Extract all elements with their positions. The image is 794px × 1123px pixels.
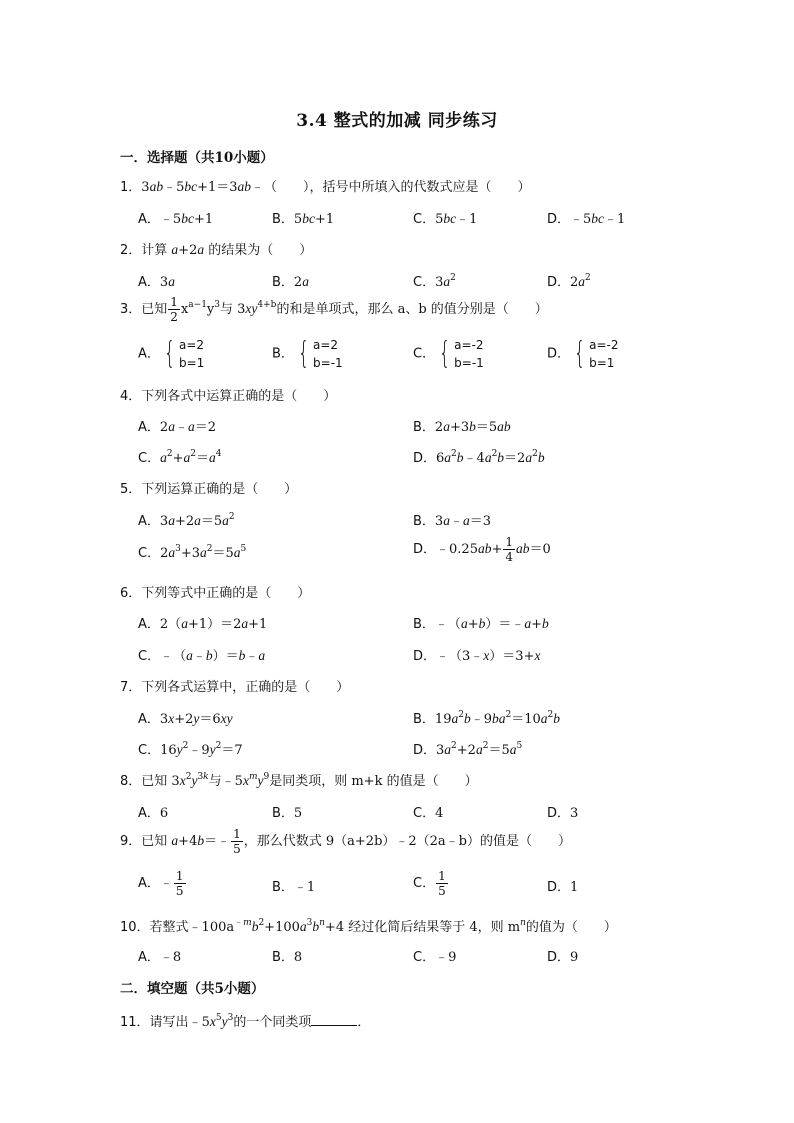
question-10: 10．若整式$﹣100a^{﹣m}b^2+100a^3b^n+4$ 经过化简后结果等于 4，则 $m^n$的值为（ ） (120, 918, 617, 935)
question-4: 4．下列各式中运算正确的是（ ） (120, 389, 337, 404)
q8-option-a[interactable]: A．6 (138, 806, 169, 821)
q10-option-a[interactable]: A．﹣8 (138, 950, 182, 965)
q9-option-d[interactable]: D．1 (547, 880, 579, 895)
question-11: 11．请写出$﹣5x^5y^3$的一个同类项 ． (120, 1013, 371, 1030)
question-5: 5．下列运算正确的是（ ） (120, 482, 298, 497)
q8-option-d[interactable]: D．3 (547, 806, 579, 821)
q9-option-a[interactable]: A．﹣ $\frac{1}{5}$ (138, 869, 184, 898)
q5-option-b[interactable]: B．3a﹣a＝3 (413, 513, 491, 529)
q2-option-b[interactable]: B．2a (272, 274, 309, 290)
question-1: 1．3ab﹣5bc+1＝3ab﹣（ ），括号中所填入的代数式应是（ ） (120, 179, 531, 195)
q5-option-d[interactable]: D．﹣0.25ab+ $\frac{1}{4}$ ab＝0 (413, 535, 551, 564)
q3-option-c[interactable]: C． { a=-2 b=-1 (413, 336, 484, 371)
question-2: 2．计算 a+2a 的结果为（ ） (120, 242, 313, 258)
q2-option-a[interactable]: A．3a (138, 274, 175, 290)
q7-option-d[interactable]: D．$3a^2+2a^2=5a^5$ (413, 741, 523, 758)
page-title: 3.4 整式的加减 同步练习 (296, 111, 498, 131)
q10-option-d[interactable]: D．9 (547, 950, 579, 965)
q8-option-b[interactable]: B．5 (272, 806, 303, 821)
section-title-fill-blank: 二．填空题（共5小题） (120, 981, 265, 997)
q10-option-b[interactable]: B．8 (272, 950, 303, 965)
question-8: 8．已知 $3x^2y^{3k}$与$﹣5x^my^9$是同类项，则 m+k 的值是（ ） (120, 772, 478, 789)
q9-option-b[interactable]: B．﹣1 (272, 880, 316, 895)
q7-option-c[interactable]: C．$16y^2﹣9y^2=7$ (138, 741, 243, 758)
q7-option-b[interactable]: B．$19a^2b﹣9ba^2=10a^2b$ (413, 710, 560, 727)
q6-option-d[interactable]: D．﹣（3﹣x）＝3+x (413, 648, 541, 664)
q3-option-a[interactable]: A． { a=2 b=1 (138, 336, 205, 371)
q5-option-c[interactable]: C．$2a^3+3a^2=5a^5$ (138, 544, 247, 561)
q4-option-b[interactable]: B．2a+3b＝5ab (413, 419, 511, 435)
question-text: ，括号中所填入的代数式应是（ ） (309, 180, 531, 195)
q5-option-a[interactable]: A．$3a+2a=5a^2$ (138, 512, 235, 529)
q4-option-c[interactable]: C．$a^2+a^2=a^4$ (138, 449, 222, 466)
q2-option-d[interactable]: D．$2a^2$ (547, 273, 591, 290)
q1-option-a[interactable]: A．﹣5bc+1 (138, 211, 214, 227)
q10-option-c[interactable]: C．﹣9 (413, 950, 457, 965)
q6-option-a[interactable]: A．2（a+1）＝2a+1 (138, 616, 268, 632)
answer-blank[interactable] (311, 1013, 357, 1026)
q8-option-c[interactable]: C．4 (413, 806, 444, 821)
q9-option-c[interactable]: C． $\frac{1}{5}$ (413, 869, 446, 898)
q6-option-c[interactable]: C．﹣（a﹣b）＝b﹣a (138, 648, 266, 664)
q7-option-a[interactable]: A．3x+2y＝6xy (138, 711, 233, 727)
q2-option-c[interactable]: C．$3a^2$ (413, 273, 456, 290)
q3-option-b[interactable]: B． { a=2 b=-1 (272, 336, 343, 371)
q1-option-c[interactable]: C．5bc﹣1 (413, 211, 478, 227)
question-3: 3．已知 $\frac{1}{2}$ $x^{a-1}y^3$与 $3xy^{4+b}$的和是单项式，那么 a、b 的值分别是（ ） (120, 295, 548, 324)
q4-option-a[interactable]: A．2a﹣a＝2 (138, 419, 216, 435)
q3-option-d[interactable]: D． { a=-2 b=1 (547, 336, 619, 371)
question-number: 1． (120, 180, 142, 195)
q6-option-b[interactable]: B．﹣（a+b）＝﹣a+b (413, 616, 549, 632)
section-title-choice: 一．选择题（共10小题） (120, 150, 274, 166)
q1-option-b[interactable]: B．5bc+1 (272, 211, 335, 227)
question-9: 9．已知 a+4b＝﹣ $\frac{1}{5}$ ，那么代数式 9（a+2b）﹣2（2a﹣b）的值是（ ） (120, 827, 572, 856)
q1-option-d[interactable]: D．﹣5bc﹣1 (547, 211, 626, 227)
question-6: 6．下列等式中正确的是（ ） (120, 586, 311, 601)
q4-option-d[interactable]: D．$6a^2b﹣4a^2b=2a^2b$ (413, 449, 545, 466)
question-7: 7．下列各式运算中，正确的是（ ） (120, 680, 350, 695)
